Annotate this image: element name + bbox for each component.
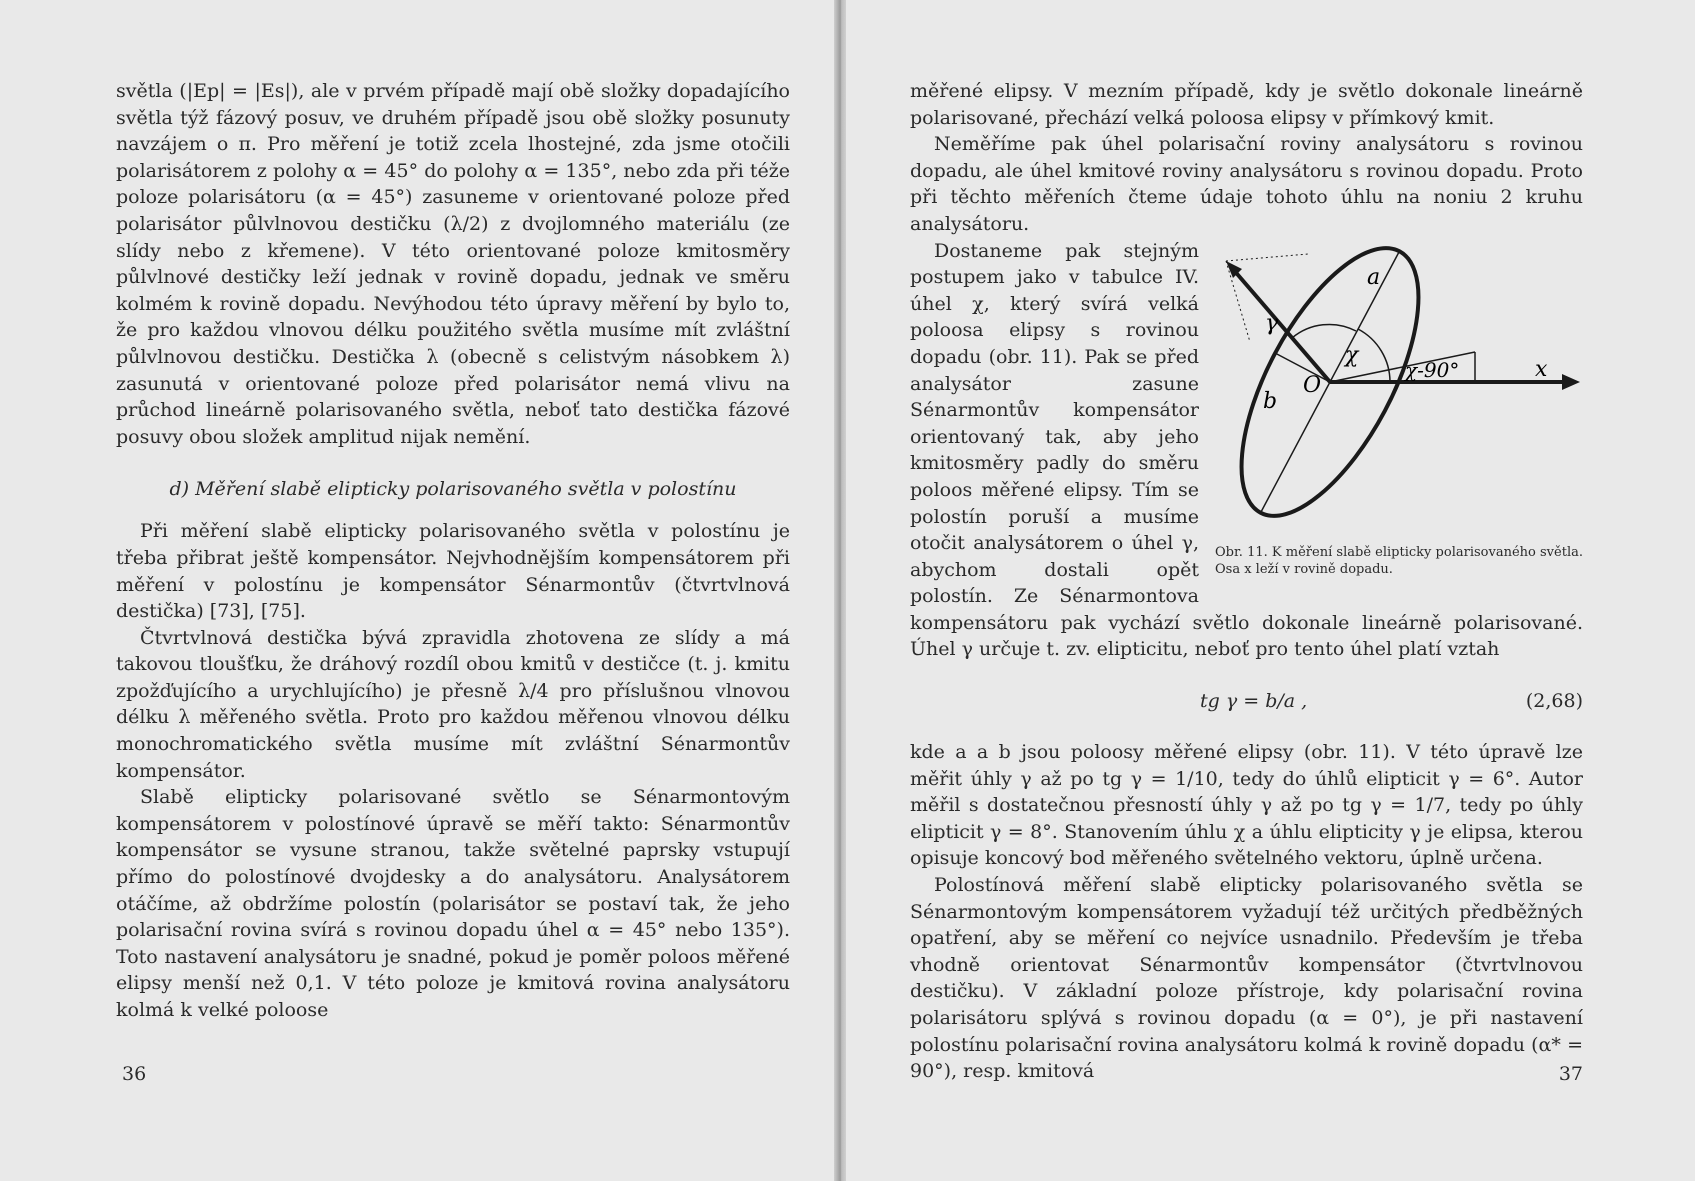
paragraph: Neměříme pak úhel polarisační roviny analysátoru s rovinou dopadu, ale úhel kmitové roviny analysátoru s rovinou dopadu. Proto při těchto měřeních čteme údaje tohoto úhlu na noniu 2 kruhu analysátoru. <box>910 133 1583 235</box>
page-number: 36 <box>122 1063 147 1085</box>
label-b: b <box>1263 388 1278 414</box>
paragraph: Čtvrtvlnová destička bývá zpravidla zhotovena ze slídy a má takovou tloušťku, že dráhový rozdíl obou kmitů v destičce (t. j. kmitu zpožďujícího a urychlujícího) je přesně λ/4 pro příslušnou vlnovou délku λ měřeného světla. Proto pro každou měřenou vlnovou délku monochromatického světla musíme mít zvláštní Sénarmontův kompensátor. <box>116 626 790 782</box>
paragraph: Slabě elipticky polarisované světlo se Sénarmontovým kompensátorem v polostínové úpravě se měří takto: Sénarmontův kompensátor se vysune stranou, takže světelné paprsky vstupují přímo do polostínové dvojdesky a do analysátoru. Analysátorem otáčíme, až obdržíme polostín (polarisátor se postaví tak, že jeho polarisační rovina svírá s rovinou dopadu úhel α = 45° nebo 135°). Toto nastavení analysátoru je snadné, pokud je poměr poloos měřené elipsy menší než 0,1. V této poloze je kmitová rovina analysátoru kolmá k velké poloose <box>116 786 790 1021</box>
paragraph: Dostaneme pak stejným postupem jako v tabulce IV. úhel χ, který svírá velká poloosa elipsy s rovinou dopadu (obr. 11). Pak se před analysátor zasune Sénarmontův kompensátor orientovaný tak, aby jeho kmitosměry padly do směru poloos měřené elipsy. Tím se polostín poruší a musíme otočit analysátorem o úhel γ, abychom dostali opět polostín. Ze Sénarmontova kompensátoru pak vychází světlo dokonale lineárně polarisované. Úhel γ určuje t. zv. elipticitu, neboť pro tento úhel platí vztah <box>910 239 1583 661</box>
paragraph: kde a a b jsou poloosy měřené elipsy (obr. 11). V této úpravě lze měřit úhly γ až po tg γ = 1/10, tedy do úhlů elipticit γ = 6°. Autor měřil s dostatečnou přesností úhly γ až po tg γ = 1/7, tedy po úhly elipticit γ = 8°. Stanovením úhlu χ a úhlu elipticity γ je elipsa, kterou opisuje koncový bod měřeného světelného vektoru, úplně určena. <box>910 741 1583 870</box>
label-chi: χ <box>1345 342 1359 368</box>
label-gamma: γ <box>1265 310 1279 336</box>
right-page <box>846 0 1695 1181</box>
x-axis-arrowhead <box>1562 374 1580 390</box>
vibration-vector <box>1232 268 1330 382</box>
chi-arc <box>1358 329 1390 382</box>
paragraph: Polostínová měření slabě elipticky polarisovaného světla se Sénarmontovým kompensátorem vyžadují též určitých předběžných opatření, aby se měření co nejvíce usnadnilo. Především je třeba vhodně orientovat Sénarmontův kompensátor (čtvrtvlnovou destičku). V základní poloze přístroje, kdy polarisační rovina polarisátoru splývá s rovinou dopadu (α = 0°), je při nastavení polostínu polarisační rovina analysátoru kolmá k rovině dopadu (α* = 90°), resp. kmitová <box>910 874 1583 1083</box>
paragraph: světla (|Ep| = |Es|), ale v prvém případě mají obě složky dopadajícího světla týž fázový posuv, ve druhém případě jsou obě složky posunuty navzájem o π. Pro měření je totiž zcela lhostejné, zda jsme otočili polarisátorem z polohy α = 45° do polohy α = 135°, nebo zda při téže poloze polarisátoru (α = 45°) zasuneme v orientované poloze před polarisátor půlvlnovou destičku (λ/2) z dvojlomného materiálu (ze slídy nebo z křemene). V této orientované poloze kmitosměry půlvlnové destičky leží jednak v rovině dopadu, jednak ve směru kolmém k rovině dopadu. Nevýhodou této úpravy měření by bylo to, že pro každou vlnovou délku použitého světla musíme mít zvláštní půlvlnovou destičku. Destička λ (obecně s celistvým násobkem λ) zasunutá v orientované poloze před polarisátor nemá vlivu na průchod lineárně polarisovaného světla, neboť tato destička fázové posuvy obou složek amplitud nijak nemění. <box>116 80 790 448</box>
dotted-line <box>1226 254 1308 261</box>
label-chi-90: χ-90° <box>1405 357 1460 382</box>
section-heading: d) Měření slabě elipticky polarisovaného světla v polostínu <box>169 478 737 501</box>
equation-number: (2,68) <box>1525 690 1583 713</box>
label-origin: O <box>1303 372 1322 398</box>
figure-caption: Obr. 11. K měření slabě elipticky polarisovaného světla. Osa x leží v rovině dopadu. <box>1215 544 1583 577</box>
paragraph: Při měření slabě elipticky polarisovaného světla v polostínu je třeba přibrat ještě kompensátor. Nejvhodnějším kompensátorem při měření v polostínu je kompensátor Sénarmontův (čtvrtvlnová destička) [73], [75]. <box>116 520 790 623</box>
page-number: 37 <box>1558 1063 1583 1085</box>
label-x: x <box>1535 356 1548 382</box>
figure-11 <box>1215 242 1583 578</box>
label-a: a <box>1367 264 1381 290</box>
left-page <box>0 0 838 1181</box>
equation-body: tg γ = b/a , <box>1200 690 1308 713</box>
equation <box>910 677 1583 725</box>
gamma-arc <box>1292 324 1356 338</box>
ellipse-diagram <box>1215 242 1583 542</box>
paragraph: měřené elipsy. V mezním případě, kdy je světlo dokonale lineárně polarisované, přechází velká poloosa elipsy v přímkový kmit. <box>910 80 1583 129</box>
